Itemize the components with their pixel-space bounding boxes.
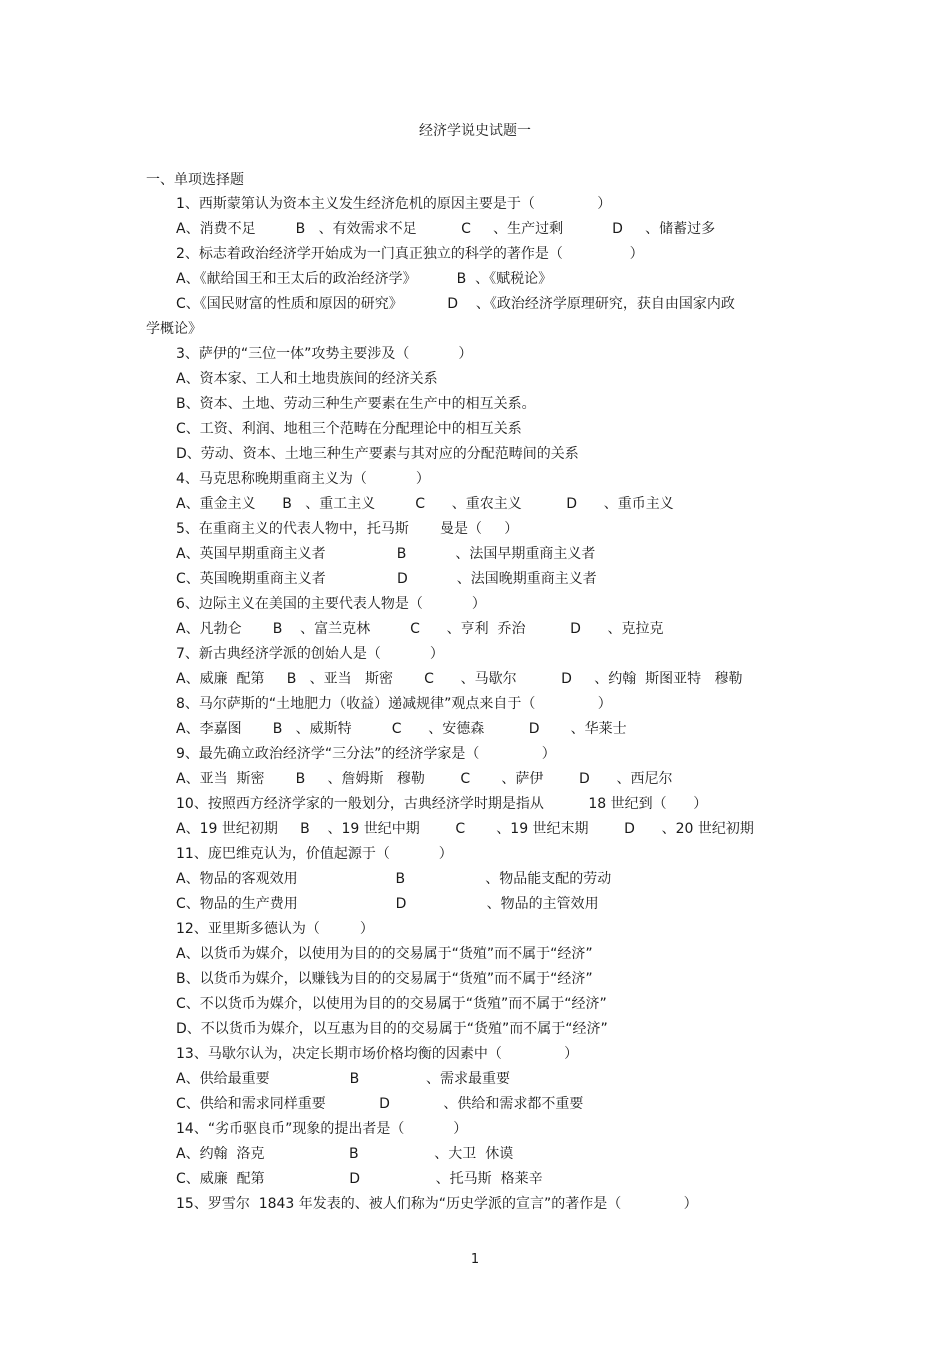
question-2-options-ab: A、《献给国王和王太后的政治经济学》 B 、《赋税论》 (176, 271, 553, 287)
question-8-options: A、李嘉图 B 、威斯特 C 、安德森 D 、华莱士 (176, 721, 627, 737)
question-5-options-ab: A、英国早期重商主义者 B 、法国早期重商主义者 (176, 546, 596, 562)
question-13-options-cd: C、供给和需求同样重要 D 、供给和需求都不重要 (176, 1096, 584, 1112)
question-11-options-cd: C、物品的生产费用 D 、物品的主管效用 (176, 896, 599, 912)
question-4-options: A、重金主义 B 、重工主义 C 、重农主义 D 、重币主义 (176, 496, 674, 512)
question-3-option-b: B、资本、土地、劳动三种生产要素在生产中的相互关系。 (176, 396, 536, 412)
question-14-options-cd: C、威廉 配第 D 、托马斯 格莱辛 (176, 1171, 543, 1187)
question-1: 1、西斯蒙第认为资本主义发生经济危机的原因主要是于（ ） (176, 196, 612, 212)
question-3-option-d: D、劳动、资本、土地三种生产要素与其对应的分配范畴间的关系 (176, 446, 579, 462)
question-10: 10、按照西方经济学家的一般划分，古典经济学时期是指从 18 世纪到（ ） (176, 796, 708, 812)
question-2: 2、标志着政治经济学开始成为一门真正独立的科学的著作是（ ） (176, 246, 644, 262)
section-heading: 一、单项选择题 (146, 172, 244, 188)
question-15: 15、罗雪尔 1843 年发表的、被人们称为“历史学派的宣言”的著作是（ ） (176, 1196, 698, 1212)
question-11-options-ab: A、物品的客观效用 B 、物品能支配的劳动 (176, 871, 612, 887)
question-1-options: A、消费不足 B 、有效需求不足 C 、生产过剩 D 、储蓄过多 (176, 221, 716, 237)
question-6-options: A、凡勃仑 B 、富兰克林 C 、亨利 乔治 D 、克拉克 (176, 621, 664, 637)
question-14: 14、“劣币驱良币”现象的提出者是（ ） (176, 1121, 468, 1137)
question-3-option-a: A、资本家、工人和土地贵族间的经济关系 (176, 371, 438, 387)
question-6: 6、边际主义在美国的主要代表人物是（ ） (176, 596, 486, 612)
question-3-option-c: C、工资、利润、地租三个范畴在分配理论中的相互关系 (176, 421, 522, 437)
question-5: 5、在重商主义的代表人物中，托马斯 曼是（ ） (176, 521, 519, 537)
question-4: 4、马克思称晚期重商主义为（ ） (176, 471, 430, 487)
question-9: 9、最先确立政治经济学“三分法”的经济学家是（ ） (176, 746, 556, 762)
question-14-options-ab: A、约翰 洛克 B 、大卫 休谟 (176, 1146, 514, 1162)
question-8: 8、马尔萨斯的“土地肥力（收益）递减规律”观点来自于（ ） (176, 696, 612, 712)
question-3: 3、萨伊的“三位一体”攻势主要涉及（ ） (176, 346, 473, 362)
question-12-option-c: C、不以货币为媒介，以使用为目的的交易属于“货殖”而不属于“经济” (176, 996, 607, 1012)
question-12-option-b: B、以货币为媒介，以赚钱为目的的交易属于“货殖”而不属于“经济” (176, 971, 593, 987)
question-7: 7、新古典经济学派的创始人是（ ） (176, 646, 444, 662)
question-2-options-cd: C、《国民财富的性质和原因的研究》 D 、《政治经济学原理研究，获自由国家内政 (176, 296, 735, 312)
question-2-options-cd-cont: 学概论》 (146, 321, 202, 337)
question-5-options-cd: C、英国晚期重商主义者 D 、法国晚期重商主义者 (176, 571, 597, 587)
question-9-options: A、亚当 斯密 B 、詹姆斯 穆勒 C 、萨伊 D 、西尼尔 (176, 771, 673, 787)
question-11: 11、庞巴维克认为，价值起源于（ ） (176, 846, 453, 862)
page-number: 1 (470, 1252, 480, 1267)
question-7-options: A、威廉 配第 B 、亚当 斯密 C 、马歇尔 D 、约翰 斯图亚特 穆勒 (176, 671, 743, 687)
question-12: 12、亚里斯多德认为（ ） (176, 921, 374, 937)
question-12-option-a: A、以货币为媒介，以使用为目的的交易属于“货殖”而不属于“经济” (176, 946, 593, 962)
question-13-options-ab: A、供给最重要 B 、需求最重要 (176, 1071, 511, 1087)
question-13: 13、马歇尔认为，决定长期市场价格均衡的因素中（ ） (176, 1046, 579, 1062)
question-12-option-d: D、不以货币为媒介，以互惠为目的的交易属于“货殖”而不属于“经济” (176, 1021, 608, 1037)
document-title: 经济学说史试题一 (419, 123, 531, 139)
question-10-options: A、19 世纪初期 B 、19 世纪中期 C 、19 世纪末期 D 、20 世纪初期 (176, 821, 754, 837)
